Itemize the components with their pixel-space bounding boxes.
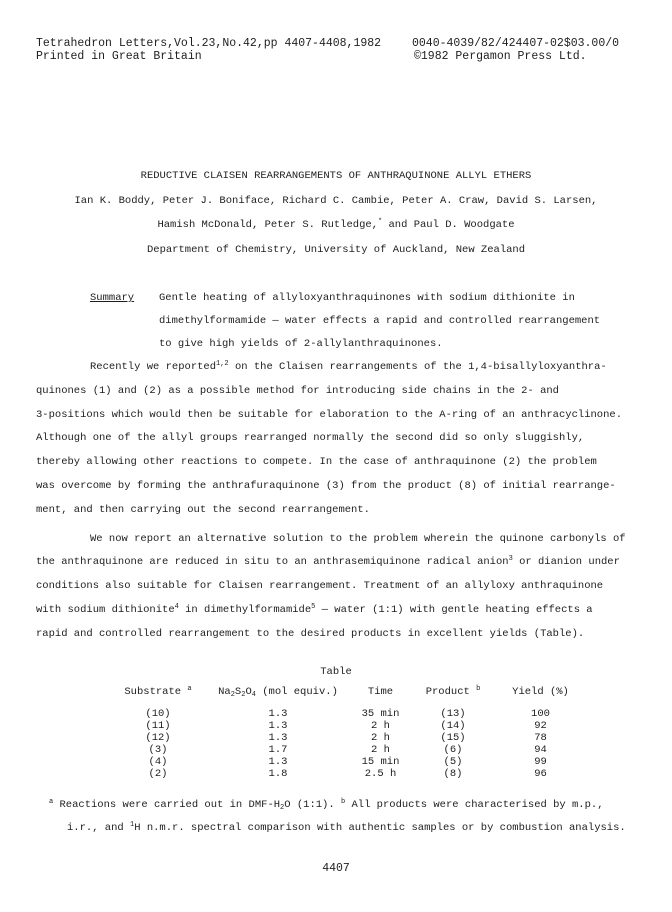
cell-substrate: (10) <box>145 708 171 720</box>
header-substrate-label: Substrate <box>124 686 182 698</box>
para2-line-3: conditions also suitable for Claisen rearrangement. Treatment of an allyloxy anthraquinone <box>36 580 604 592</box>
reagent-s: S <box>234 686 242 698</box>
footnote-a-subscript: 2 <box>280 804 285 812</box>
header-time: Time <box>367 686 394 698</box>
reagent-sub-1: 2 <box>230 691 235 699</box>
cell-substrate: (11) <box>145 720 171 732</box>
cell-product: (8) <box>443 768 463 780</box>
reagent-unit: (mol equiv.) <box>255 686 338 698</box>
authors-line-2 <box>0 219 672 232</box>
printed-location: Printed in Great Britain <box>36 50 202 63</box>
summary-line-1: Gentle heating of allyloxyanthraquinones with sodium dithionite in <box>159 292 575 304</box>
article-title: REDUCTIVE CLAISEN REARRANGEMENTS OF ANTHRAQUINONE ALLYL ETHERS <box>140 170 532 182</box>
table-row <box>108 732 588 744</box>
para1-line-1-b: on the Claisen rearrangements of the 1,4-bisallyloxyanthra- <box>228 361 607 373</box>
para2-line-4-a: with sodium dithionite <box>36 604 175 616</box>
cell-equiv: 1.3 <box>268 720 288 732</box>
isotope-superscript: 1 <box>130 821 135 829</box>
cell-yield: 94 <box>534 744 547 756</box>
header-product <box>413 686 493 708</box>
cell-substrate: (4) <box>148 756 168 768</box>
table-row <box>108 720 588 732</box>
cell-equiv: 1.3 <box>268 708 288 720</box>
cell-equiv: 1.3 <box>268 732 288 744</box>
table-caption: Table <box>320 666 352 678</box>
footnote-mark-b: b <box>476 685 481 693</box>
cell-product: (6) <box>443 744 463 756</box>
summary-label: Summary <box>90 292 135 304</box>
footnote-line-1 <box>49 799 604 812</box>
summary-line-2: dimethylformamide — water effects a rapid and controlled rearrangement <box>159 315 601 327</box>
cell-substrate: (2) <box>148 768 168 780</box>
cell-substrate: (12) <box>145 732 171 744</box>
cell-product: (15) <box>440 732 466 744</box>
footnote-line-2-b: H n.m.r. spectral comparison with authentic samples or by combustion analysis. <box>134 822 626 834</box>
reagent-o: O <box>245 686 252 698</box>
cell-time: 15 min <box>361 756 400 768</box>
para2-line-5: rapid and controlled rearrangement to the desired products in excellent yields (Table). <box>36 628 585 640</box>
cell-yield: 100 <box>531 708 550 720</box>
cell-equiv: 1.8 <box>268 768 288 780</box>
para1-line-5: thereby allowing other reactions to compete. In the case of anthraquinone (2) the problem <box>36 456 597 468</box>
para2-line-2 <box>36 556 620 569</box>
table-header-row <box>108 686 588 708</box>
header-substrate <box>108 686 208 708</box>
header-product-label: Product <box>425 686 470 698</box>
header-yield: Yield (%) <box>512 686 569 698</box>
results-table <box>108 686 588 780</box>
cell-equiv: 1.3 <box>268 756 288 768</box>
footnote-a-text-2: O (1:1). <box>284 799 341 811</box>
header-reagent <box>208 686 348 708</box>
cell-substrate: (3) <box>148 744 168 756</box>
para2-line-4 <box>36 604 593 617</box>
authors-line-2-part-a: Hamish McDonald, Peter S. Rutledge, <box>157 219 378 231</box>
cell-equiv: 1.7 <box>268 744 288 756</box>
article-code: 0040-4039/82/424407-02$03.00/0 <box>412 37 620 50</box>
reference-mark: 4 <box>174 603 179 611</box>
journal-citation: Tetrahedron Letters,Vol.23,No.42,pp 4407-4408,1982 <box>36 37 382 50</box>
authors-line-1: Ian K. Boddy, Peter J. Boniface, Richard C. Cambie, Peter A. Craw, David S. Larsen, <box>74 195 598 207</box>
table-row <box>108 768 588 780</box>
para1-line-1 <box>90 361 607 374</box>
footnote-mark-a: a <box>187 685 192 693</box>
para2-line-2-a: the anthraquinone are reduced in situ to an anthrasemiquinone radical anion <box>36 556 509 568</box>
cell-time: 2 h <box>371 732 390 744</box>
cell-product: (14) <box>440 720 466 732</box>
reference-mark: 1,2 <box>216 360 229 368</box>
para2-line-1: We now report an alternative solution to the problem wherein the quinone carbonyls of <box>90 533 626 545</box>
table-row <box>108 756 588 768</box>
summary-line-3: to give high yields of 2-allylanthraquinones. <box>159 338 443 350</box>
cell-time: 2.5 h <box>364 768 397 780</box>
cell-yield: 96 <box>534 768 547 780</box>
cell-time: 35 min <box>361 708 400 720</box>
para1-line-1-a: Recently we reported <box>90 361 217 373</box>
footnote-line-2-a: i.r., and <box>67 822 131 834</box>
para2-line-4-c: — water (1:1) with gentle heating effects a <box>315 604 593 616</box>
cell-product: (5) <box>443 756 463 768</box>
footnote-line-2 <box>67 822 626 835</box>
cell-product: (13) <box>440 708 466 720</box>
authors-line-2-part-b: and Paul D. Woodgate <box>382 219 515 231</box>
para1-line-7: ment, and then carrying out the second rearrangement. <box>36 504 370 516</box>
copyright-notice: ©1982 Pergamon Press Ltd. <box>414 50 587 63</box>
reference-mark: 5 <box>311 603 316 611</box>
footnote-b-text: All products were characterised by m.p., <box>345 799 604 811</box>
reference-mark: 3 <box>508 555 513 563</box>
footnote-a-text-1: Reactions were carried out in DMF-H <box>53 799 281 811</box>
footnote-mark-b: b <box>340 798 346 806</box>
cell-yield: 92 <box>534 720 547 732</box>
table-row <box>108 708 588 720</box>
para1-line-6: was overcome by forming the anthrafuraquinone (3) from the product (8) of initial rearrange- <box>36 480 616 492</box>
affiliation: Department of Chemistry, University of Auckland, New Zealand <box>146 244 526 256</box>
cell-time: 2 h <box>371 720 390 732</box>
reagent-na: Na <box>218 686 231 698</box>
reagent-sub-3: 4 <box>251 691 256 699</box>
reagent-sub-2: 2 <box>241 691 246 699</box>
cell-yield: 99 <box>534 756 547 768</box>
para2-line-4-b: in dimethylformamide <box>178 604 312 616</box>
corresponding-author-mark: * <box>378 218 383 226</box>
cell-time: 2 h <box>371 744 390 756</box>
para1-line-2: quinones (1) and (2) as a possible method for introducing side chains in the 2- and <box>36 385 559 397</box>
page-number: 4407 <box>322 862 350 875</box>
para1-line-3: 3-positions which would then be suitable for elaboration to the A-ring of an anthracyclinone. <box>36 409 622 421</box>
cell-yield: 78 <box>534 732 547 744</box>
table-row <box>108 744 588 756</box>
para2-line-2-b: or dianion under <box>512 556 620 568</box>
footnote-mark-a: a <box>49 798 54 806</box>
para1-line-4: Although one of the allyl groups rearranged normally the second did so only sluggishly, <box>36 432 585 444</box>
